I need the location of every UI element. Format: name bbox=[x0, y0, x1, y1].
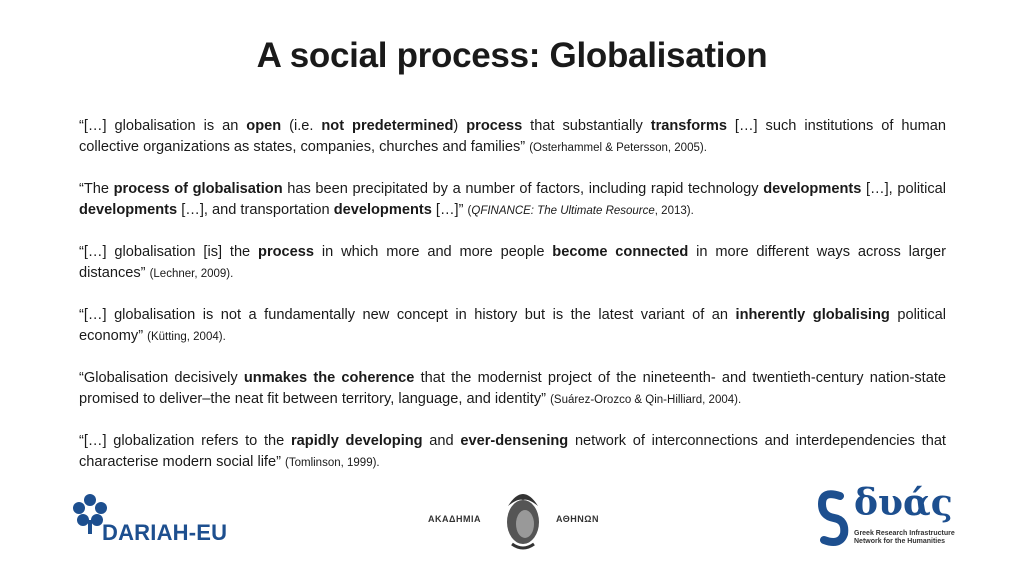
quote-emphasis: unmakes the coherence bbox=[243, 370, 415, 386]
quote-emphasis: open bbox=[246, 118, 282, 134]
quote-text: […]” bbox=[431, 202, 468, 218]
quote-text: ) bbox=[453, 118, 467, 134]
quote-emphasis: inherently globalising bbox=[735, 307, 890, 323]
dyas-logo bbox=[814, 482, 964, 556]
quote-emphasis: developments bbox=[763, 181, 862, 197]
quote-text: “Globalisation decisively bbox=[79, 370, 244, 386]
citation-segment: (Kütting, 2004). bbox=[147, 331, 226, 343]
quote-emphasis: developments bbox=[333, 202, 432, 218]
quote-text: “[…] globalization refers to the bbox=[79, 433, 291, 449]
quote-text: that substantially bbox=[522, 118, 651, 134]
quote-emphasis: process bbox=[258, 244, 315, 260]
citation-segment: (Osterhammel & Petersson, 2005). bbox=[529, 142, 707, 154]
quote-text: “[…] globalisation is an bbox=[79, 118, 247, 134]
quote-paragraph bbox=[79, 116, 946, 159]
quote-paragraph bbox=[79, 368, 946, 411]
quote-citation bbox=[529, 142, 707, 154]
quote-text: “[…] globalisation [is] the bbox=[79, 244, 259, 260]
quote-emphasis: become connected bbox=[552, 244, 689, 260]
slide-title: A social process: Globalisation bbox=[256, 36, 768, 75]
citation-segment: ( bbox=[467, 205, 472, 217]
quote-text: […] such institutions of human collective organizations as states, companies, churches and families” bbox=[79, 118, 946, 155]
dyas-s-icon bbox=[814, 488, 850, 548]
quote-emphasis: transforms bbox=[650, 118, 727, 134]
citation-segment: (Tomlinson, 1999). bbox=[285, 457, 380, 469]
athens-right-label: ΑΘΗΝΩΝ bbox=[556, 514, 599, 524]
quote-emphasis: process bbox=[466, 118, 523, 134]
quote-text: and bbox=[422, 433, 461, 449]
quote-emphasis: ever-densening bbox=[460, 433, 569, 449]
quote-text: that the modernist project of the nineteenth- and twentieth-century nation-state promised to deliver–the neat fit between territory, language, and identity” bbox=[79, 370, 947, 407]
quote-paragraph bbox=[79, 179, 946, 222]
quote-text: has been precipitated by a number of factors, including rapid technology bbox=[282, 181, 764, 197]
quote-text: “[…] globalisation is not a fundamentally new concept in history but is the latest variant of an bbox=[79, 307, 736, 323]
quote-text: (i.e. bbox=[281, 118, 322, 134]
dyas-wordmark: δυάς bbox=[854, 482, 953, 524]
quote-text: political economy” bbox=[79, 307, 947, 344]
quote-emphasis: process of globalisation bbox=[113, 181, 283, 197]
quote-paragraph bbox=[79, 242, 946, 285]
quote-citation bbox=[150, 268, 234, 280]
academy-of-athens-logo bbox=[428, 486, 608, 556]
quote-emphasis: rapidly developing bbox=[291, 433, 423, 449]
citation-segment: , 2013). bbox=[654, 205, 694, 217]
footer-logos bbox=[0, 480, 1024, 576]
quote-citation bbox=[550, 394, 741, 406]
quote-text: in which more and more people bbox=[314, 244, 553, 260]
quote-emphasis: developments bbox=[79, 202, 178, 218]
quote-text: “The bbox=[79, 181, 114, 197]
quote-paragraph bbox=[79, 305, 946, 348]
quote-text: in more different ways across larger distances” bbox=[79, 244, 946, 281]
quote-text: […], political bbox=[861, 181, 947, 197]
quote-emphasis: not predetermined bbox=[321, 118, 454, 134]
citation-segment: (Lechner, 2009). bbox=[149, 268, 234, 280]
dariah-wordmark: DARIAH-EU bbox=[102, 520, 228, 545]
athens-left-label: ΑΚΑΔΗΜΙΑ bbox=[428, 514, 481, 524]
quote-citation bbox=[285, 457, 380, 469]
quote-text: […], and transportation bbox=[177, 202, 334, 218]
dariah-eu-logo bbox=[72, 490, 232, 550]
quotes-list bbox=[79, 116, 946, 494]
quote-citation bbox=[468, 205, 694, 217]
citation-segment: QFINANCE: The Ultimate Resource bbox=[471, 205, 655, 217]
quote-paragraph bbox=[79, 431, 946, 474]
citation-segment: (Suárez-Orozco & Qin-Hilliard, 2004). bbox=[550, 394, 742, 406]
quote-citation bbox=[147, 331, 226, 343]
dyas-subtitle: Greek Research Infrastructure Network for the Humanities bbox=[854, 530, 955, 545]
athena-head-icon bbox=[498, 486, 548, 552]
quote-text: network of interconnections and interdependencies that characterise modern social life” bbox=[79, 433, 946, 470]
